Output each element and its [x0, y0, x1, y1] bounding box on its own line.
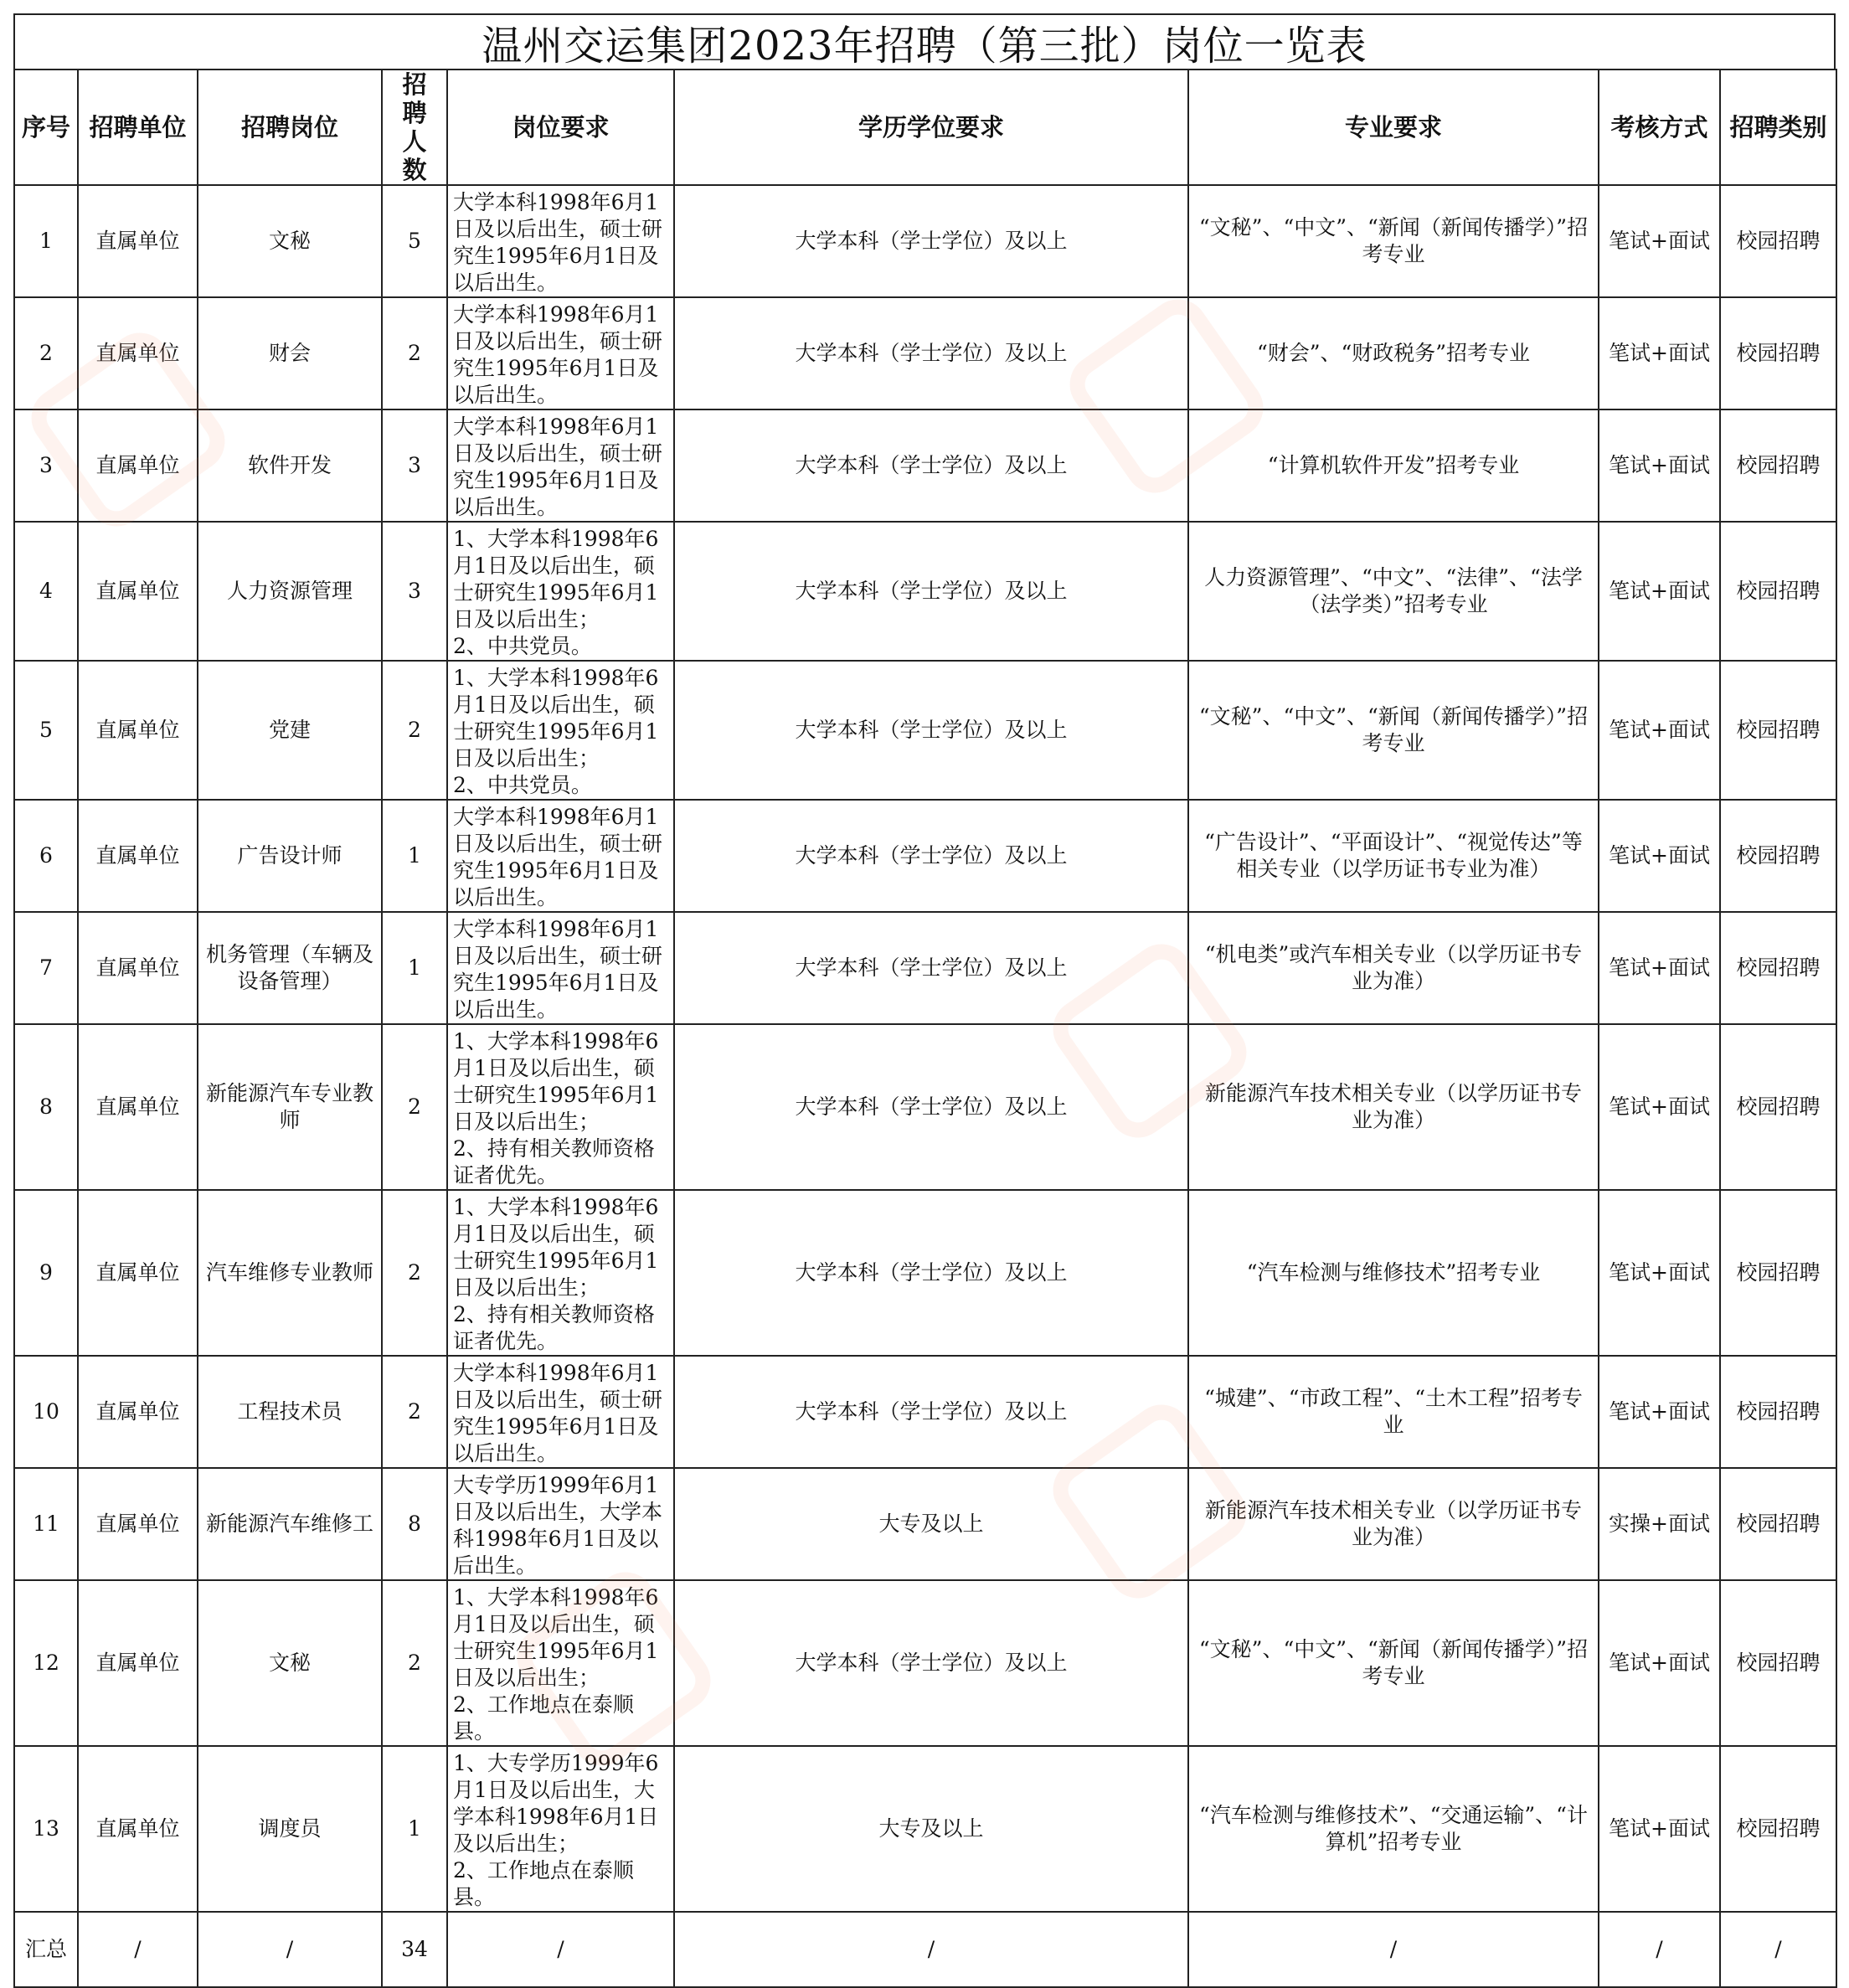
summary-position: / [198, 1912, 382, 1987]
table-row [14, 1746, 1836, 1912]
cell-type: 校园招聘 [1720, 1746, 1836, 1912]
cell-requirement: 大学本科1998年6月1日及以后出生，硕士研究生1995年6月1日及以后出生。 [447, 185, 674, 297]
cell-exam: 笔试+面试 [1599, 1356, 1720, 1468]
cell-type: 校园招聘 [1720, 1356, 1836, 1468]
header-type: 招聘类别 [1720, 70, 1836, 185]
cell-major: “城建”、“市政工程”、“土木工程”招考专业 [1188, 1356, 1599, 1468]
cell-education: 大专及以上 [674, 1746, 1188, 1912]
cell-type: 校园招聘 [1720, 1024, 1836, 1190]
cell-no: 13 [14, 1746, 78, 1912]
summary-exam: / [1599, 1912, 1720, 1987]
header-no: 序号 [14, 70, 78, 185]
cell-requirement: 1、大学本科1998年6月1日及以后出生，硕士研究生1995年6月1日及以后出生； 2、持有相关教师资格证者优先。 [447, 1024, 674, 1190]
header-position: 招聘岗位 [198, 70, 382, 185]
cell-unit: 直属单位 [78, 1580, 198, 1746]
cell-education: 大学本科（学士学位）及以上 [674, 661, 1188, 800]
cell-position: 新能源汽车维修工 [198, 1468, 382, 1580]
table-row [14, 800, 1836, 912]
cell-exam: 笔试+面试 [1599, 409, 1720, 522]
header-requirement: 岗位要求 [447, 70, 674, 185]
summary-education: / [674, 1912, 1188, 1987]
cell-unit: 直属单位 [78, 912, 198, 1024]
cell-unit: 直属单位 [78, 1190, 198, 1356]
cell-exam: 笔试+面试 [1599, 522, 1720, 661]
table-row [14, 522, 1836, 661]
cell-count: 1 [382, 912, 447, 1024]
cell-major: “文秘”、“中文”、“新闻（新闻传播学）”招考专业 [1188, 1580, 1599, 1746]
cell-count: 3 [382, 522, 447, 661]
table-row [14, 409, 1836, 522]
table-row [14, 912, 1836, 1024]
cell-requirement: 大学本科1998年6月1日及以后出生，硕士研究生1995年6月1日及以后出生。 [447, 912, 674, 1024]
cell-exam: 笔试+面试 [1599, 912, 1720, 1024]
cell-education: 大学本科（学士学位）及以上 [674, 1024, 1188, 1190]
cell-position: 汽车维修专业教师 [198, 1190, 382, 1356]
cell-count: 2 [382, 1356, 447, 1468]
cell-count: 2 [382, 661, 447, 800]
cell-position: 新能源汽车专业教师 [198, 1024, 382, 1190]
cell-education: 大学本科（学士学位）及以上 [674, 1580, 1188, 1746]
cell-count: 2 [382, 297, 447, 409]
cell-no: 9 [14, 1190, 78, 1356]
cell-count: 3 [382, 409, 447, 522]
summary-row [14, 1912, 1836, 1987]
cell-major: 新能源汽车技术相关专业（以学历证书专业为准） [1188, 1468, 1599, 1580]
cell-major: “计算机软件开发”招考专业 [1188, 409, 1599, 522]
table-row [14, 1356, 1836, 1468]
cell-count: 5 [382, 185, 447, 297]
cell-requirement: 1、大学本科1998年6月1日及以后出生，硕士研究生1995年6月1日及以后出生； 2、中共党员。 [447, 522, 674, 661]
cell-count: 8 [382, 1468, 447, 1580]
cell-exam: 笔试+面试 [1599, 661, 1720, 800]
cell-type: 校园招聘 [1720, 800, 1836, 912]
header-row [14, 70, 1836, 185]
cell-requirement: 1、大专学历1999年6月1日及以后出生，大学本科1998年6月1日及以后出生； 2、工作地点在泰顺县。 [447, 1746, 674, 1912]
cell-position: 党建 [198, 661, 382, 800]
cell-type: 校园招聘 [1720, 522, 1836, 661]
header-education: 学历学位要求 [674, 70, 1188, 185]
cell-exam: 笔试+面试 [1599, 1580, 1720, 1746]
cell-no: 3 [14, 409, 78, 522]
cell-type: 校园招聘 [1720, 297, 1836, 409]
table-body [14, 185, 1836, 1987]
cell-no: 6 [14, 800, 78, 912]
cell-count: 2 [382, 1580, 447, 1746]
cell-unit: 直属单位 [78, 297, 198, 409]
cell-no: 1 [14, 185, 78, 297]
cell-exam: 笔试+面试 [1599, 1024, 1720, 1190]
cell-major: 人力资源管理”、“中文”、“法律”、“法学（法学类）”招考专业 [1188, 522, 1599, 661]
cell-position: 文秘 [198, 185, 382, 297]
cell-major: “财会”、“财政税务”招考专业 [1188, 297, 1599, 409]
page-title: 温州交运集团2023年招聘（第三批）岗位一览表 [13, 13, 1836, 69]
cell-position: 文秘 [198, 1580, 382, 1746]
cell-no: 4 [14, 522, 78, 661]
cell-no: 10 [14, 1356, 78, 1468]
cell-count: 1 [382, 800, 447, 912]
table-row [14, 1468, 1836, 1580]
cell-type: 校园招聘 [1720, 185, 1836, 297]
cell-education: 大学本科（学士学位）及以上 [674, 522, 1188, 661]
cell-major: “汽车检测与维修技术”招考专业 [1188, 1190, 1599, 1356]
cell-position: 软件开发 [198, 409, 382, 522]
summary-count: 34 [382, 1912, 447, 1987]
cell-education: 大学本科（学士学位）及以上 [674, 800, 1188, 912]
cell-major: 新能源汽车技术相关专业（以学历证书专业为准） [1188, 1024, 1599, 1190]
cell-unit: 直属单位 [78, 1356, 198, 1468]
cell-type: 校园招聘 [1720, 661, 1836, 800]
cell-major: “机电类”或汽车相关专业（以学历证书专业为准） [1188, 912, 1599, 1024]
cell-education: 大学本科（学士学位）及以上 [674, 297, 1188, 409]
summary-type: / [1720, 1912, 1836, 1987]
cell-requirement: 大学本科1998年6月1日及以后出生，硕士研究生1995年6月1日及以后出生。 [447, 1356, 674, 1468]
document-frame [13, 13, 1849, 1961]
cell-position: 工程技术员 [198, 1356, 382, 1468]
cell-unit: 直属单位 [78, 661, 198, 800]
cell-requirement: 大学本科1998年6月1日及以后出生，硕士研究生1995年6月1日及以后出生。 [447, 409, 674, 522]
cell-major: “文秘”、“中文”、“新闻（新闻传播学）”招考专业 [1188, 185, 1599, 297]
cell-education: 大学本科（学士学位）及以上 [674, 1356, 1188, 1468]
cell-unit: 直属单位 [78, 1746, 198, 1912]
cell-unit: 直属单位 [78, 185, 198, 297]
cell-education: 大学本科（学士学位）及以上 [674, 1190, 1188, 1356]
cell-type: 校园招聘 [1720, 1190, 1836, 1356]
table-row [14, 661, 1836, 800]
cell-requirement: 1、大学本科1998年6月1日及以后出生，硕士研究生1995年6月1日及以后出生； 2、持有相关教师资格证者优先。 [447, 1190, 674, 1356]
summary-requirement: / [447, 1912, 674, 1987]
cell-education: 大学本科（学士学位）及以上 [674, 409, 1188, 522]
table-row [14, 1580, 1836, 1746]
cell-exam: 笔试+面试 [1599, 297, 1720, 409]
cell-requirement: 1、大学本科1998年6月1日及以后出生，硕士研究生1995年6月1日及以后出生； 2、工作地点在泰顺县。 [447, 1580, 674, 1746]
cell-education: 大学本科（学士学位）及以上 [674, 185, 1188, 297]
summary-unit: / [78, 1912, 198, 1987]
cell-no: 8 [14, 1024, 78, 1190]
cell-requirement: 1、大学本科1998年6月1日及以后出生，硕士研究生1995年6月1日及以后出生； 2、中共党员。 [447, 661, 674, 800]
cell-count: 1 [382, 1746, 447, 1912]
table-row [14, 1024, 1836, 1190]
header-major: 专业要求 [1188, 70, 1599, 185]
cell-exam: 笔试+面试 [1599, 1746, 1720, 1912]
cell-no: 12 [14, 1580, 78, 1746]
cell-type: 校园招聘 [1720, 1580, 1836, 1746]
cell-requirement: 大学本科1998年6月1日及以后出生，硕士研究生1995年6月1日及以后出生。 [447, 800, 674, 912]
cell-education: 大专及以上 [674, 1468, 1188, 1580]
cell-unit: 直属单位 [78, 409, 198, 522]
summary-major: / [1188, 1912, 1599, 1987]
header-unit: 招聘单位 [78, 70, 198, 185]
cell-unit: 直属单位 [78, 800, 198, 912]
cell-requirement: 大学本科1998年6月1日及以后出生，硕士研究生1995年6月1日及以后出生。 [447, 297, 674, 409]
cell-no: 5 [14, 661, 78, 800]
cell-count: 2 [382, 1190, 447, 1356]
cell-count: 2 [382, 1024, 447, 1190]
cell-education: 大学本科（学士学位）及以上 [674, 912, 1188, 1024]
cell-unit: 直属单位 [78, 522, 198, 661]
table-row [14, 1190, 1836, 1356]
cell-exam: 笔试+面试 [1599, 185, 1720, 297]
cell-major: “汽车检测与维修技术”、“交通运输”、“计算机”招考专业 [1188, 1746, 1599, 1912]
table-row [14, 185, 1836, 297]
cell-no: 7 [14, 912, 78, 1024]
cell-no: 11 [14, 1468, 78, 1580]
cell-exam: 笔试+面试 [1599, 800, 1720, 912]
cell-position: 机务管理（车辆及设备管理） [198, 912, 382, 1024]
header-exam: 考核方式 [1599, 70, 1720, 185]
cell-position: 人力资源管理 [198, 522, 382, 661]
cell-unit: 直属单位 [78, 1024, 198, 1190]
cell-exam: 实操+面试 [1599, 1468, 1720, 1580]
cell-position: 财会 [198, 297, 382, 409]
cell-no: 2 [14, 297, 78, 409]
cell-unit: 直属单位 [78, 1468, 198, 1580]
cell-position: 广告设计师 [198, 800, 382, 912]
cell-type: 校园招聘 [1720, 1468, 1836, 1580]
table-row [14, 297, 1836, 409]
cell-type: 校园招聘 [1720, 912, 1836, 1024]
cell-exam: 笔试+面试 [1599, 1190, 1720, 1356]
cell-position: 调度员 [198, 1746, 382, 1912]
cell-major: “广告设计”、“平面设计”、“视觉传达”等相关专业（以学历证书专业为准） [1188, 800, 1599, 912]
cell-requirement: 大专学历1999年6月1日及以后出生，大学本科1998年6月1日及以后出生。 [447, 1468, 674, 1580]
cell-type: 校园招聘 [1720, 409, 1836, 522]
header-count: 招聘人数 [382, 70, 447, 185]
cell-major: “文秘”、“中文”、“新闻（新闻传播学）”招考专业 [1188, 661, 1599, 800]
recruitment-table [13, 69, 1837, 1988]
summary-no: 汇总 [14, 1912, 78, 1987]
